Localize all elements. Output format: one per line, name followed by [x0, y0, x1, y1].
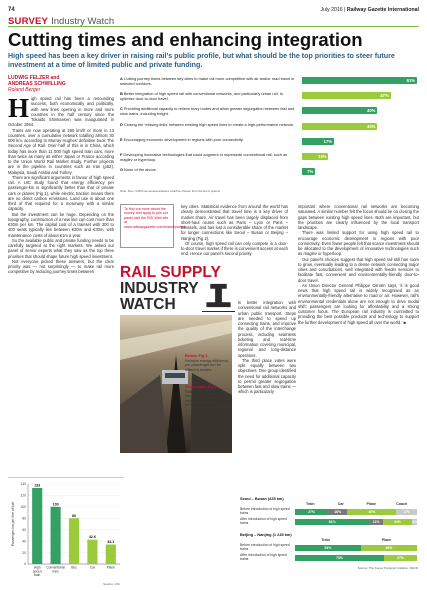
body-column-2-bottom-text — [238, 300, 296, 490]
bar-value-label: 34.1 — [107, 540, 115, 545]
paragraph: As Union Director General Philippe Citroën says, ‘it is good news that high speed rail is widely recognised as an environmentally-friendly alternative to road or air. However, rail’s environmental credentials alone are not enough to drive modal shift; passengers are looking for affordability and a strong customer focus. The European rail industry is committed to providing the best possible products and technology to support the further development of high speed all over the world.’ ■ — [298, 282, 419, 325]
paragraph: Not everyone picked these answers, but the clear priority was — not surprisingly — to make rail more competitive by reducing journey times between — [8, 258, 114, 275]
bar-value-label: 100 — [52, 502, 59, 507]
byline — [8, 75, 68, 93]
y-tick-label: 20 — [22, 550, 26, 555]
logo-line-1: RAIL SUPPLY — [120, 264, 221, 281]
bar-value-label: 133 — [34, 483, 41, 488]
paragraph: So the available public and private funding needs to be carefully targeted at the right markets. We asked our panel of senior experts what they saw as the top three priorities that should shape future high speed investment. — [8, 237, 114, 259]
priority-letter: C — [120, 106, 123, 112]
bar-value-label: 80 — [72, 513, 76, 518]
priority-text — [120, 77, 298, 86]
paragraph: The third place votes were split equally between two objectives. One group identified the need for additional capacity to permit greater segregation between fast and slow trains — which is particularly — [238, 357, 296, 395]
priority-description: Developing innovative technologies that could augment or supersede conventional rail, such as maglev or hyperloop. — [120, 152, 288, 162]
priority-row — [120, 92, 420, 106]
chart-source: Source: UIC — [103, 582, 120, 586]
share-segment: 24% — [383, 519, 412, 525]
train-station-image — [120, 315, 232, 453]
x-tick-label: Plane — [106, 565, 115, 570]
priority-description: Providing additional capacity to relieve busy routes and allow greater segregation between fast and slow trains, including freight. — [120, 106, 295, 116]
priority-bar — [302, 92, 391, 99]
paragraph: There are significant arguments in favour of high speed rail. A UIC study found that energy efficiency per passenger-km is significantly better than that of private cars or planes (Fig 1), while electric traction means there are no direct carbon emissions. Land use is about one third of that required for a motorway with a similar capacity. — [8, 174, 114, 212]
x-tick-label: train — [34, 573, 41, 578]
paragraph: But the investment can be huge. Depending on the topography, construction of a new line can cost more than €30m per km. The capital cost of a trainset with 300 to 400 seats typically lies between €20m and €30m, with maintenance costs of about €1m a year. — [8, 211, 114, 238]
share-segment: 46% — [361, 545, 417, 551]
priority-pct: 47% — [380, 93, 389, 99]
priority-text — [120, 138, 298, 143]
priorities-figure — [120, 77, 420, 200]
priority-description: None of the above. — [124, 167, 157, 173]
bar-3 — [69, 518, 79, 564]
priority-bar — [302, 153, 328, 160]
publication-name: Railway Gazette International — [346, 7, 419, 13]
caption-fig2: Below right: Fig 2. Rail’s market share has increased on selected routes following the opening of high speed lines. — [185, 385, 233, 408]
mode-header: Train — [305, 502, 315, 506]
bar-value-label: 42.6 — [88, 535, 96, 540]
row-label: After introduction of high speed trains — [240, 553, 287, 561]
fig1-energy-chart — [8, 477, 124, 587]
paragraph: Our panel’s choices suggest that high speed rail still has room to grow, eventually leading to a dense network connecting major cities and conurbations, well integrated with feeder services to facilitate fast, convenient and environmentally-friendly door-to-door travel. — [298, 256, 419, 283]
share-segment: 11% — [369, 519, 382, 525]
priority-row — [120, 168, 420, 182]
priority-bar — [302, 77, 417, 84]
paragraph: important where conventional rail networks are becoming saturated. A similar number felt the focus should be on closing the gaps between existing high speed lines. Both are important, but the priorities are clearly influenced by the local transport landscape. — [298, 204, 419, 230]
priority-description: Better integration of high speed rail with conventional networks, and particularly urban rail, to optimise door-to-door travel. — [120, 91, 283, 101]
survey-info-box: To find out more about the survey and apply to join our panel visit the RGI Web site at www.railwaygazette.com/industrywatch — [120, 204, 174, 248]
priority-bar — [302, 123, 377, 130]
author-names: LUDWIG FELZER and ANDREAS SCHWILLING — [8, 75, 66, 87]
priority-description: Cutting journey times between key cities to make rail more competitive with air and/or road travel in selected corridors. — [120, 76, 295, 86]
priority-text — [120, 92, 298, 101]
drop-cap: H — [8, 96, 30, 123]
priority-text — [120, 153, 298, 162]
share-segment: 73% — [295, 555, 384, 561]
y-tick-label: 100 — [20, 505, 26, 510]
author-organization: Roland Berger — [8, 87, 41, 93]
share-segment: 27% — [295, 509, 328, 515]
y-tick-label: 0 — [24, 562, 26, 567]
bar-5 — [106, 545, 116, 564]
paragraph: Of course, high speed rail can only compete in a door-to-door travel market if there is convenient access at each end. Hence our panel’s second priority — [181, 240, 288, 257]
y-tick-label: 60 — [22, 527, 26, 532]
priority-description: Encouraging economic development in regions with poor connectivity. — [123, 136, 244, 142]
priority-letter: E — [120, 136, 123, 142]
priority-description: Closing the ‘missing links’ between existing high speed lines to create a high-performance network. — [123, 121, 295, 127]
share-segment: 17% — [396, 509, 417, 515]
share-segment: 61% — [295, 519, 369, 525]
priority-row — [120, 153, 420, 167]
paragraph: igh speed rail has been a resounding success, both economically and politically, with new lines opening in more and more countries in the half century since the Tokaido Shinkansen was inaugurated in October 1964. — [8, 96, 114, 128]
y-axis-label: Passenger-km per litre of fuel — [11, 501, 15, 547]
share-segment: 16% — [328, 509, 348, 515]
priority-text — [120, 123, 298, 128]
mode-header: Plane — [381, 538, 392, 542]
paragraph: Trains are now operating at 250 km/h or more in 13 countries, over a cumulative network totalling almost 30 000 km, according to Murray Hughes’ definitive book The Second Age of Rail. Over half of this is in China, which today has more than 11 000 high speed train cars, more than twice as many as either Japan or France according to the Union World Rail Market Study. Further projects are in the pipeline in countries such as Iran (p52), Malaysia, Saudi Arabia and Turkey. — [8, 127, 114, 175]
priority-bar — [302, 138, 334, 145]
body-column-1 — [8, 96, 114, 474]
share-segment: 27% — [384, 555, 417, 561]
priority-bar — [302, 168, 315, 175]
priority-letter: D — [120, 121, 123, 127]
priority-row — [120, 138, 420, 152]
priority-pct: 7% — [307, 169, 314, 175]
station-photo — [120, 315, 232, 453]
share-segment: 40% — [347, 509, 396, 515]
x-tick-label: Conventional — [46, 565, 65, 570]
row-label: After introduction of high speed trains — [240, 517, 287, 525]
row-label: Before introduction of high speed trains — [240, 507, 290, 515]
y-tick-label: 80 — [22, 516, 26, 521]
mode-header: Train — [321, 538, 330, 542]
body-column-3 — [298, 204, 419, 488]
mode-header: Car — [337, 502, 344, 506]
share-segment: 54% — [295, 545, 361, 551]
standfirst: High speed has been a key driver in raising rail’s public profile, but what should be the top priorities to steer future investment at a time of limited public and private funding. — [8, 52, 395, 69]
paragraph: is better integration with conventional rail networks and urban public transport. Steps are needed to speed up connecting trains, and improve the quality of the interchange process, including seamless ticketing and real-time information covering municipal, regional and long-distance operators. — [238, 300, 296, 358]
row-label: Before introduction of high speed trains — [240, 543, 290, 551]
header-meta: July 2016 | Railway Gazette International — [320, 7, 419, 13]
priority-pct: 61% — [406, 78, 415, 83]
priority-row — [120, 107, 420, 121]
caption-fig1: Below: Fig 1. Relative energy efficiency per passenger-km for different modes. — [185, 354, 229, 372]
y-tick-label: 120 — [20, 493, 26, 498]
issue-date: July 2016 — [320, 7, 343, 13]
article-title: Cutting times and enhancing integration — [8, 29, 363, 50]
y-tick-label: 140 — [20, 482, 26, 487]
priority-pct: 40% — [367, 123, 376, 129]
industry-watch-logo — [120, 265, 235, 313]
fig1-svg — [8, 478, 124, 588]
mode-header: Plane — [366, 502, 377, 506]
priority-letter: B — [120, 91, 123, 97]
route-title: Beijing – Nanjing (1 245 km) — [240, 532, 292, 537]
priority-row — [120, 77, 420, 91]
priority-letter: A — [120, 76, 123, 81]
x-tick-label: High — [33, 565, 41, 570]
priority-text — [120, 107, 298, 116]
priority-pct: 14% — [318, 154, 327, 159]
page-number: 74 — [8, 7, 15, 13]
fig2-market-share — [240, 496, 420, 588]
priority-letter: F — [120, 152, 123, 157]
share-segment: 4% — [412, 519, 418, 524]
bar-2 — [51, 507, 61, 564]
priority-letter: G — [120, 167, 124, 173]
paragraph: There was limited support for using high speed rail to encourage economic development in regions with poor connectivity. Even fewer people felt that scarce investment should be allocated to the development of innovative technologies such as maglev or hyperloop. — [298, 230, 419, 257]
x-tick-label: Car — [89, 565, 95, 570]
section-label — [8, 16, 419, 27]
section-secondary: Industry Watch — [51, 16, 115, 27]
priority-bar — [302, 107, 377, 114]
mode-header: Coach — [396, 502, 408, 506]
priority-pct: 40% — [367, 108, 376, 114]
chart-source: Source: The Korea Transport Institute, OECD — [357, 566, 418, 570]
body-column-2 — [181, 204, 288, 270]
logo-line-2: INDUSTRY WATCH — [120, 280, 199, 313]
priority-row — [120, 123, 420, 137]
route-title: Seoul – Busan (425 km) — [240, 496, 284, 501]
rail-profile-icon — [202, 282, 235, 312]
y-tick-label: 40 — [22, 539, 26, 544]
bar-4 — [87, 540, 97, 564]
x-tick-label: Bus — [71, 565, 77, 570]
priorities-note: Note: Sum >100% as several answers could be chosen from the list of options — [120, 189, 221, 193]
paragraph: key cities. Statistical evidence from around the world has clearly demonstrated that travel time is a key driver of market share. Air travel has been largely displaced from short-haul routes such as Paris – Lyon or Paris – Brussels, and has lost a considerable share of the market for longer connections like Seoul – Busan or Beijing – Nanjing (Fig 2). — [181, 204, 288, 241]
section-primary: SURVEY — [8, 16, 49, 27]
x-tick-label: train — [52, 569, 59, 574]
priority-text — [120, 168, 298, 173]
page-header — [8, 5, 419, 15]
priority-pct: 17% — [323, 138, 333, 144]
x-tick-label: speed — [32, 569, 42, 574]
bar-1 — [32, 488, 42, 564]
